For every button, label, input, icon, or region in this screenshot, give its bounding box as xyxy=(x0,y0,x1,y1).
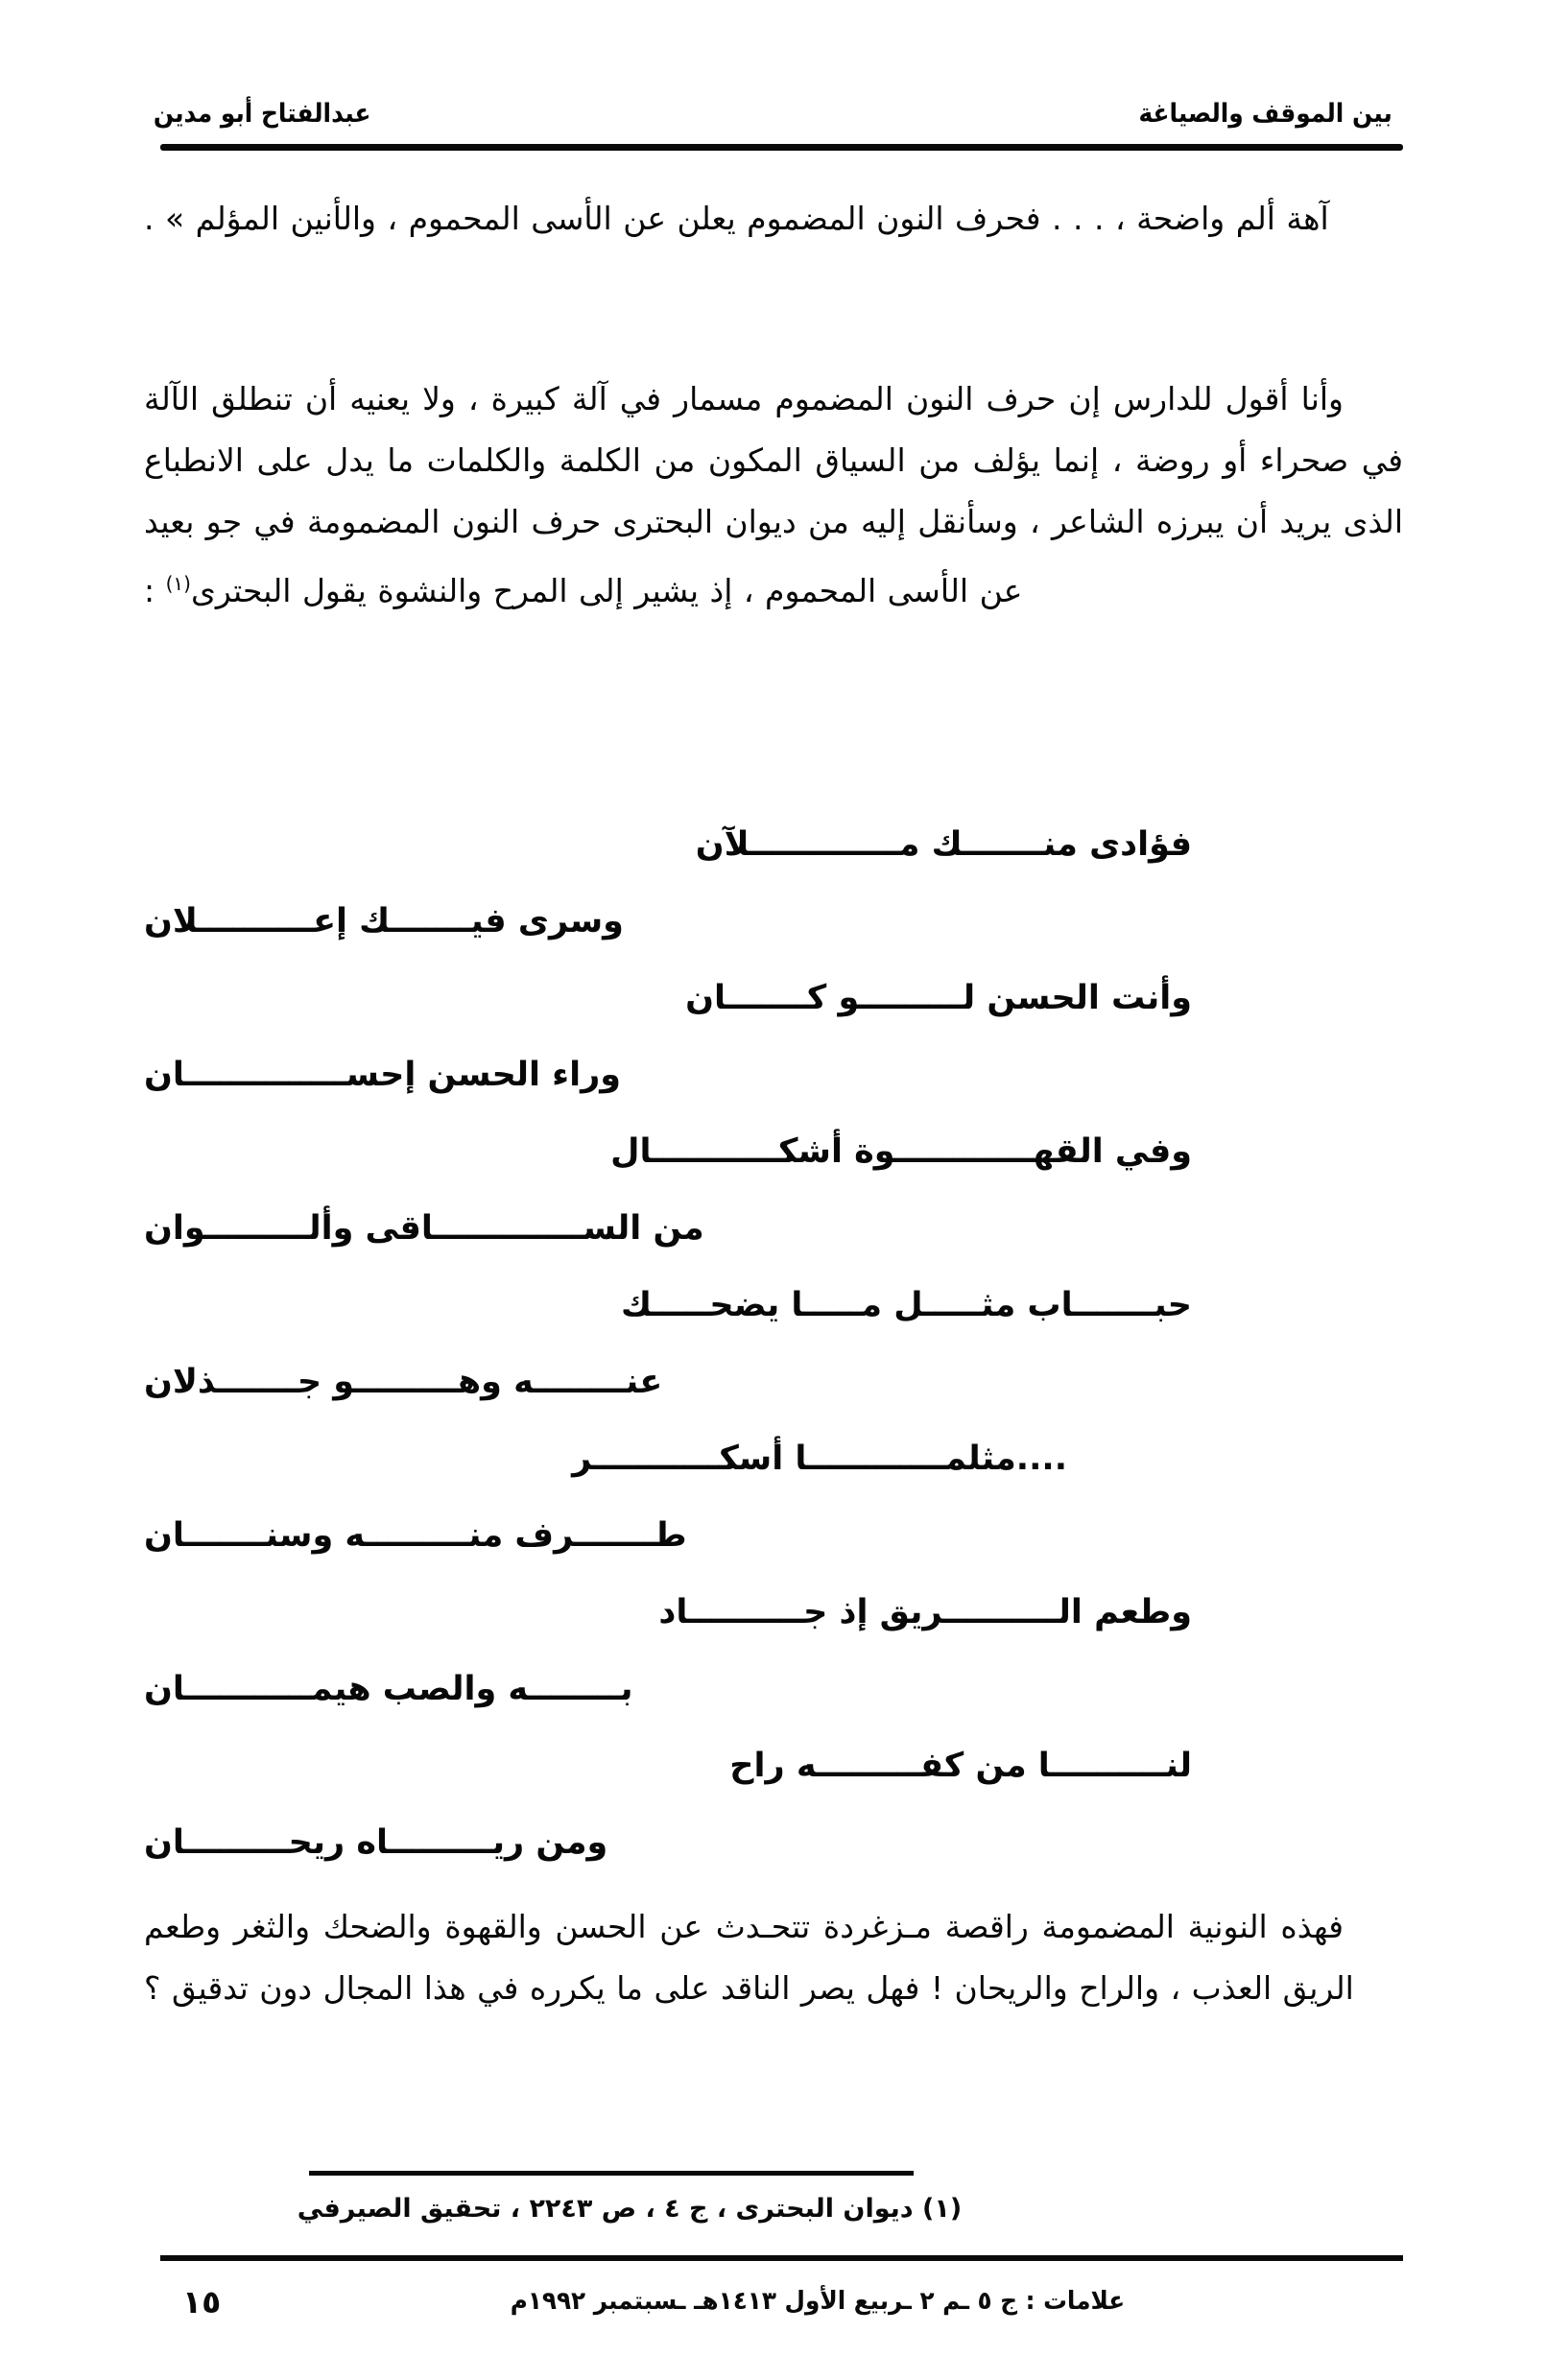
journal-issue-info: علامات : ج ٥ ـم ٢ ـربيع الأول ١٤١٣هـ ـسبتمبر ١٩٩٢م xyxy=(510,2287,1125,2316)
verse-row xyxy=(144,1804,1403,1881)
verse-hemistich-second: وراء الحسن إحســــــــــــــان xyxy=(144,1056,621,1094)
verse-row xyxy=(144,1574,1403,1651)
paragraph-quote-ending: آهة ألم واضحة ، . . . فحرف النون المضموم يعلن عن الأسى المحموم ، والأنين المؤلم » . xyxy=(144,200,1329,237)
verse-hemistich-first: حبـــــــاب مثـــــل مـــــا يضحـــــك xyxy=(620,1286,1192,1324)
running-head-title: بين الموقف والصياغة xyxy=(1138,99,1392,129)
paragraph-author-commentary xyxy=(144,369,1403,622)
page-footer xyxy=(144,2273,1403,2330)
poem-block xyxy=(144,806,1403,1881)
verse-row xyxy=(144,883,1403,960)
verse-hemistich-first: فؤادى منـــــــك مـــــــــــــلآن xyxy=(695,825,1192,864)
verse-row xyxy=(144,1344,1403,1420)
verse-hemistich-second: وسرى فيـــــــك إعــــــــــلان xyxy=(144,902,624,940)
verse-row xyxy=(144,960,1403,1036)
verse-row xyxy=(144,1267,1403,1344)
verse-hemistich-second: ومن ريـــــــــاه ريحـــــــــان xyxy=(144,1823,608,1862)
verse-hemistich-first: لنــــــــــا من كفـــــــــه راح xyxy=(729,1747,1192,1785)
verse-hemistich-second: بــــــــه والصب هيمـــــــــــان xyxy=(144,1670,633,1708)
verse-hemistich-first: ....مثلمــــــــــــا أسكـــــــــــر xyxy=(572,1440,1067,1478)
verse-row xyxy=(144,1727,1403,1804)
verse-row xyxy=(144,1420,1403,1497)
verse-row xyxy=(144,1036,1403,1113)
running-head xyxy=(144,69,1403,129)
footnote-rule xyxy=(309,2171,914,2176)
verse-hemistich-second: طـــــــرف منـــــــــه وسنـــــــان xyxy=(144,1516,687,1555)
footer-rule xyxy=(160,2255,1403,2261)
paragraph-author-commentary-text: وأنا أقول للدارس إن حرف النون المضموم مسمار في آلة كبيرة ، ولا يعنيه أن تنطلق الآلة في صحراء أو روضة ، إنما يؤلف من السياق المكون من الكلمة والكلمات ما يدل على الانطباع الذى يريد أن يبرزه الشاعر ، وسأنقل إليه من ديوان البحترى حرف النون المضمومة في جو بعيد عن الأسى المحموم ، إذ يشير إلى المرح والنشوة يقول البحترى xyxy=(144,380,1403,609)
footnote-marker: (١) xyxy=(165,572,191,595)
verse-hemistich-second: عنــــــــه وهـــــــــو جـــــــذلان xyxy=(144,1363,663,1401)
verse-hemistich-first: وفي القهــــــــــــوة أشكـــــــــــال xyxy=(610,1132,1192,1171)
verse-hemistich-first: وطعم الــــــــــريق إذ جــــــــــاد xyxy=(658,1593,1192,1631)
verse-hemistich-first: وأنت الحسن لـــــــــو كـــــــان xyxy=(685,979,1192,1017)
verse-row xyxy=(144,806,1403,883)
verse-row xyxy=(144,1651,1403,1727)
verse-row xyxy=(144,1190,1403,1267)
verse-row xyxy=(144,1497,1403,1574)
header-rule xyxy=(160,144,1403,151)
paragraph-author-commentary-colon: : xyxy=(144,572,166,609)
running-head-author: عبدالفتاح أبو مدين xyxy=(153,99,371,129)
verse-row xyxy=(144,1113,1403,1190)
page-number: ١٥ xyxy=(182,2282,222,2320)
footnote-text: (١) ديوان البحترى ، ج ٤ ، ص ٢٢٤٣ ، تحقيق الصيرفي xyxy=(297,2194,963,2224)
footnote xyxy=(144,2194,1403,2224)
paragraph-conclusion: فهذه النونية المضمومة راقصة مـزغردة تتحـدث عن الحسن والقهوة والضحك والثغر وطعم الريق العذب ، والراح والريحان ! فهل يصر الناقد على ما يكرره في هذا المجال دون تدقيق ؟ xyxy=(144,1908,1354,2007)
verse-hemistich-second: من الســـــــــــــاقى وألـــــــــوان xyxy=(144,1209,704,1248)
